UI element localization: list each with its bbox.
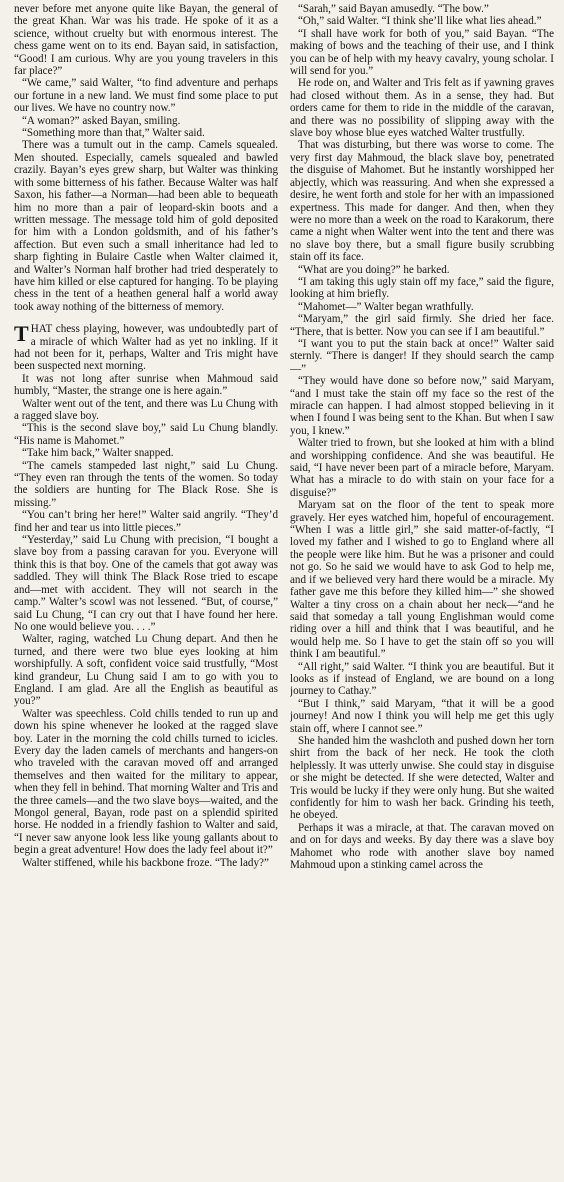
drop-cap: T: [14, 321, 29, 347]
paragraph: “The camels stampeded last night,” said Lu Chung. “They even ran through the tents of the women. So today the soldiers are hunting for The Black Rose. She is missing.”: [14, 459, 278, 509]
paragraph: never before met anyone quite like Bayan, the general of the great Khan. War was his trade. He spoke of it as a science, without cruelty but with enormous interest. The chess game went on to its end. Bayan said, in satisfaction, “Good! I am curious. Why are you young travelers in this far place?”: [14, 3, 278, 78]
paragraph: “All right,” said Walter. “I think you are beautiful. But it looks as if instead of England, we are bound on a long journey to Cathay.”: [290, 660, 554, 698]
paragraph: “They would have done so before now,” said Maryam, “and I must take the stain off my face so the rest of the miracle can happen. I had almost stopped believing in it when I found I was being sent to the Khan. But when I saw you, I knew.”: [290, 375, 554, 437]
paragraph: “What are you doing?” he barked.: [298, 263, 450, 276]
paragraph: Walter went out of the tent, and there was Lu Chung with a ragged slave boy.: [14, 397, 278, 422]
paragraph: She handed him the washcloth and pushed down her torn shirt from the back of her neck. He took the cloth helplessly. It was utterly unwise. She could stay in disguise or she might be detected. If she were detected, Walter and Tris would be lucky if they were only hung. But she waited confidently for him to wash her back. Grinding his teeth, he obeyed.: [290, 734, 554, 822]
paragraph: It was not long after sunrise when Mahmoud said humbly, “Master, the strange one is here again.”: [14, 372, 278, 398]
paragraph: Walter tried to frown, but she looked at him with a blind and worshipping confidence. And she was beautiful. He said, “I have never been part of a miracle before, Maryam. What has a miracle to do with stain on your face for a disguise?”: [290, 437, 554, 499]
paragraph: Walter, raging, watched Lu Chung depart. And then he turned, and there were two blue eyes looking at him worshipfully. A soft, confident voice said trustfully, “Most kind grandeur, Lu Chung said I am to go with you to England. I am glad. Are all the English as beautiful as you?”: [14, 633, 278, 708]
paragraph: “Maryam,” the girl said firmly. She dried her face. “There, that is better. Now you can see if I am beautiful.”: [290, 313, 554, 338]
paragraph: “Take him back,” Walter snapped.: [22, 447, 174, 460]
paragraph: There was a tumult out in the camp. Camels squealed. Men shouted. Especially, camels squealed and bawled crazily. Bayan’s eyes grew sharp, but Walter was thinking with some bitterness of his father. Because Walter was half Saxon, his father—a Norman—had been able to bequeath him no more than a pair of leopard-skin boots and a written message. The message told him of gold deposited for him with a London goldsmith, and of his father’s affection. But even such a small inheritance had led to sharp fighting in Bulaire Castle when Walter claimed it, and Walter’s Norman half brother had tried desperately to have him killed or else captured for hanging. To be playing chess in the tent of a heathen general half a world away took away nothing of the bitterness of memory.: [14, 139, 278, 313]
paragraph: Perhaps it was a miracle, at that. The caravan moved on and on for days and weeks. By day there was a slave boy Mahomet who rode with another slave boy named Mahmoud upon a stinking camel across the: [290, 821, 554, 872]
paragraph: “Sarah,” said Bayan amusedly. “The bow.”: [298, 3, 489, 15]
paragraph: “I shall have work for both of you,” said Bayan. “The making of bows and the teaching of their use, and I think you can be of help with my heavy cavalry, young scholar. I will send for you.”: [290, 27, 554, 78]
paragraph: That was disturbing, but there was worse to come. The very first day Mahmoud, the black slave boy, penetrated the disguise of Mahomet. But he instantly worshipped her abjectly, which was reassuring. And when she expressed a desire, he went forth and stole for her with an impassioned expertness. This made for danger. And then, when they were no more than a week on the road to Karakorum, there came a night when Walter went into the tent and there was no slave boy there, but a small figure busily scrubbing stain off its face.: [290, 139, 554, 264]
paragraph: He rode on, and Walter and Tris felt as if yawning graves had closed without them. As in a sense, they had. But orders came for them to ride in the middle of the caravan, and there was no possibility of slipping away with the slave boy whose blue eyes watched Walter trustfully.: [290, 77, 554, 140]
paragraph: “I am taking this ugly stain off my face,” said the figure, looking at him briefly.: [290, 275, 554, 301]
paragraph: Walter stiffened, while his backbone froze. “The lady?”: [22, 856, 269, 869]
paragraph: “Mahomet—” Walter began wrathfully.: [298, 300, 474, 313]
paragraph: “A woman?” asked Bayan, smiling.: [22, 114, 181, 127]
paragraph-dropcap: [14, 323, 278, 373]
paragraph: “Oh,” said Walter. “I think she’ll like what lies ahead.”: [298, 15, 542, 28]
paragraph: “But I think,” said Maryam, “that it will be a good journey! And now I think you will help me get this ugly stain off, where I cannot see.”: [290, 697, 554, 735]
paragraph-text: HAT chess playing, however, was undoubtedly part of a miracle of which Walter had as yet no inkling. If it had not been for it, perhaps, Walter and Tris might have been suspected next morning.: [14, 323, 278, 373]
paragraph: “I want you to put the stain back at once!” Walter said sternly. “There is danger! If they should search the camp—”: [290, 337, 554, 375]
left-column: [14, 3, 278, 1182]
paragraph: Walter was speechless. Cold chills tended to run up and down his spine whenever he looked at the ragged slave boy. Later in the morning the cold chills turned to icicles. Every day the laden camels of merchants and hangers-on who traveled with the caravan moved off and arranged themselves and then waited for the military to appear, when they fell in behind. That morning Walter and Tris and the three camels—and the two slave boys—waited, and the Mongol general, Bayan, rode past on a splendid spirited horse. He nodded in a friendly fashion to Walter and said, “I never saw anyone look less like young gallants about to begin a great adventure! How does the lady feel about it?”: [14, 707, 278, 857]
paragraph: “This is the second slave boy,” said Lu Chung blandly. “His name is Mahomet.”: [14, 422, 278, 447]
right-column: [290, 3, 554, 1182]
paragraph: “You can’t bring her here!” Walter said angrily. “They’d find her and tear us into little pieces.”: [14, 509, 278, 534]
paragraph: “Yesterday,” said Lu Chung with precision, “I bought a slave boy from a passing caravan for you. Everyone will think this is that boy. One of the camels that got away was saddled. They will think The Black Rose tried to escape and—met with accident. They will not search in the camp.” Walter’s scowl was not lessened. “But, of course,” said Lu Chung, “I can cry out that I have found her here. No one would believe you. . . .”: [14, 534, 278, 633]
paragraph: Maryam sat on the floor of the tent to speak more gravely. Her eyes watched him, hopeful of encouragement. “When I was a little girl,” she said matter-of-factly, “I loved my father and I wished to go to England where all the people were like him. But he was a prisoner and could not go. So he said we would have to ask God to help me, and if we believed very hard there would be a miracle. My father gave me this before they killed him—” she showed Walter a tiny cross on a chain about her neck—“and he said that someday a tall young Englishman would come riding over a hill and think that I was beautiful, and he would help me. So I have to get the stain off so you will think I am beautiful.”: [290, 499, 554, 661]
paragraph: “We came,” said Walter, “to find adventure and perhaps our fortune in a new land. We must find some place to put our lives. We have no country now.”: [14, 77, 278, 115]
paragraph: “Something more than that,” Walter said.: [22, 127, 205, 140]
